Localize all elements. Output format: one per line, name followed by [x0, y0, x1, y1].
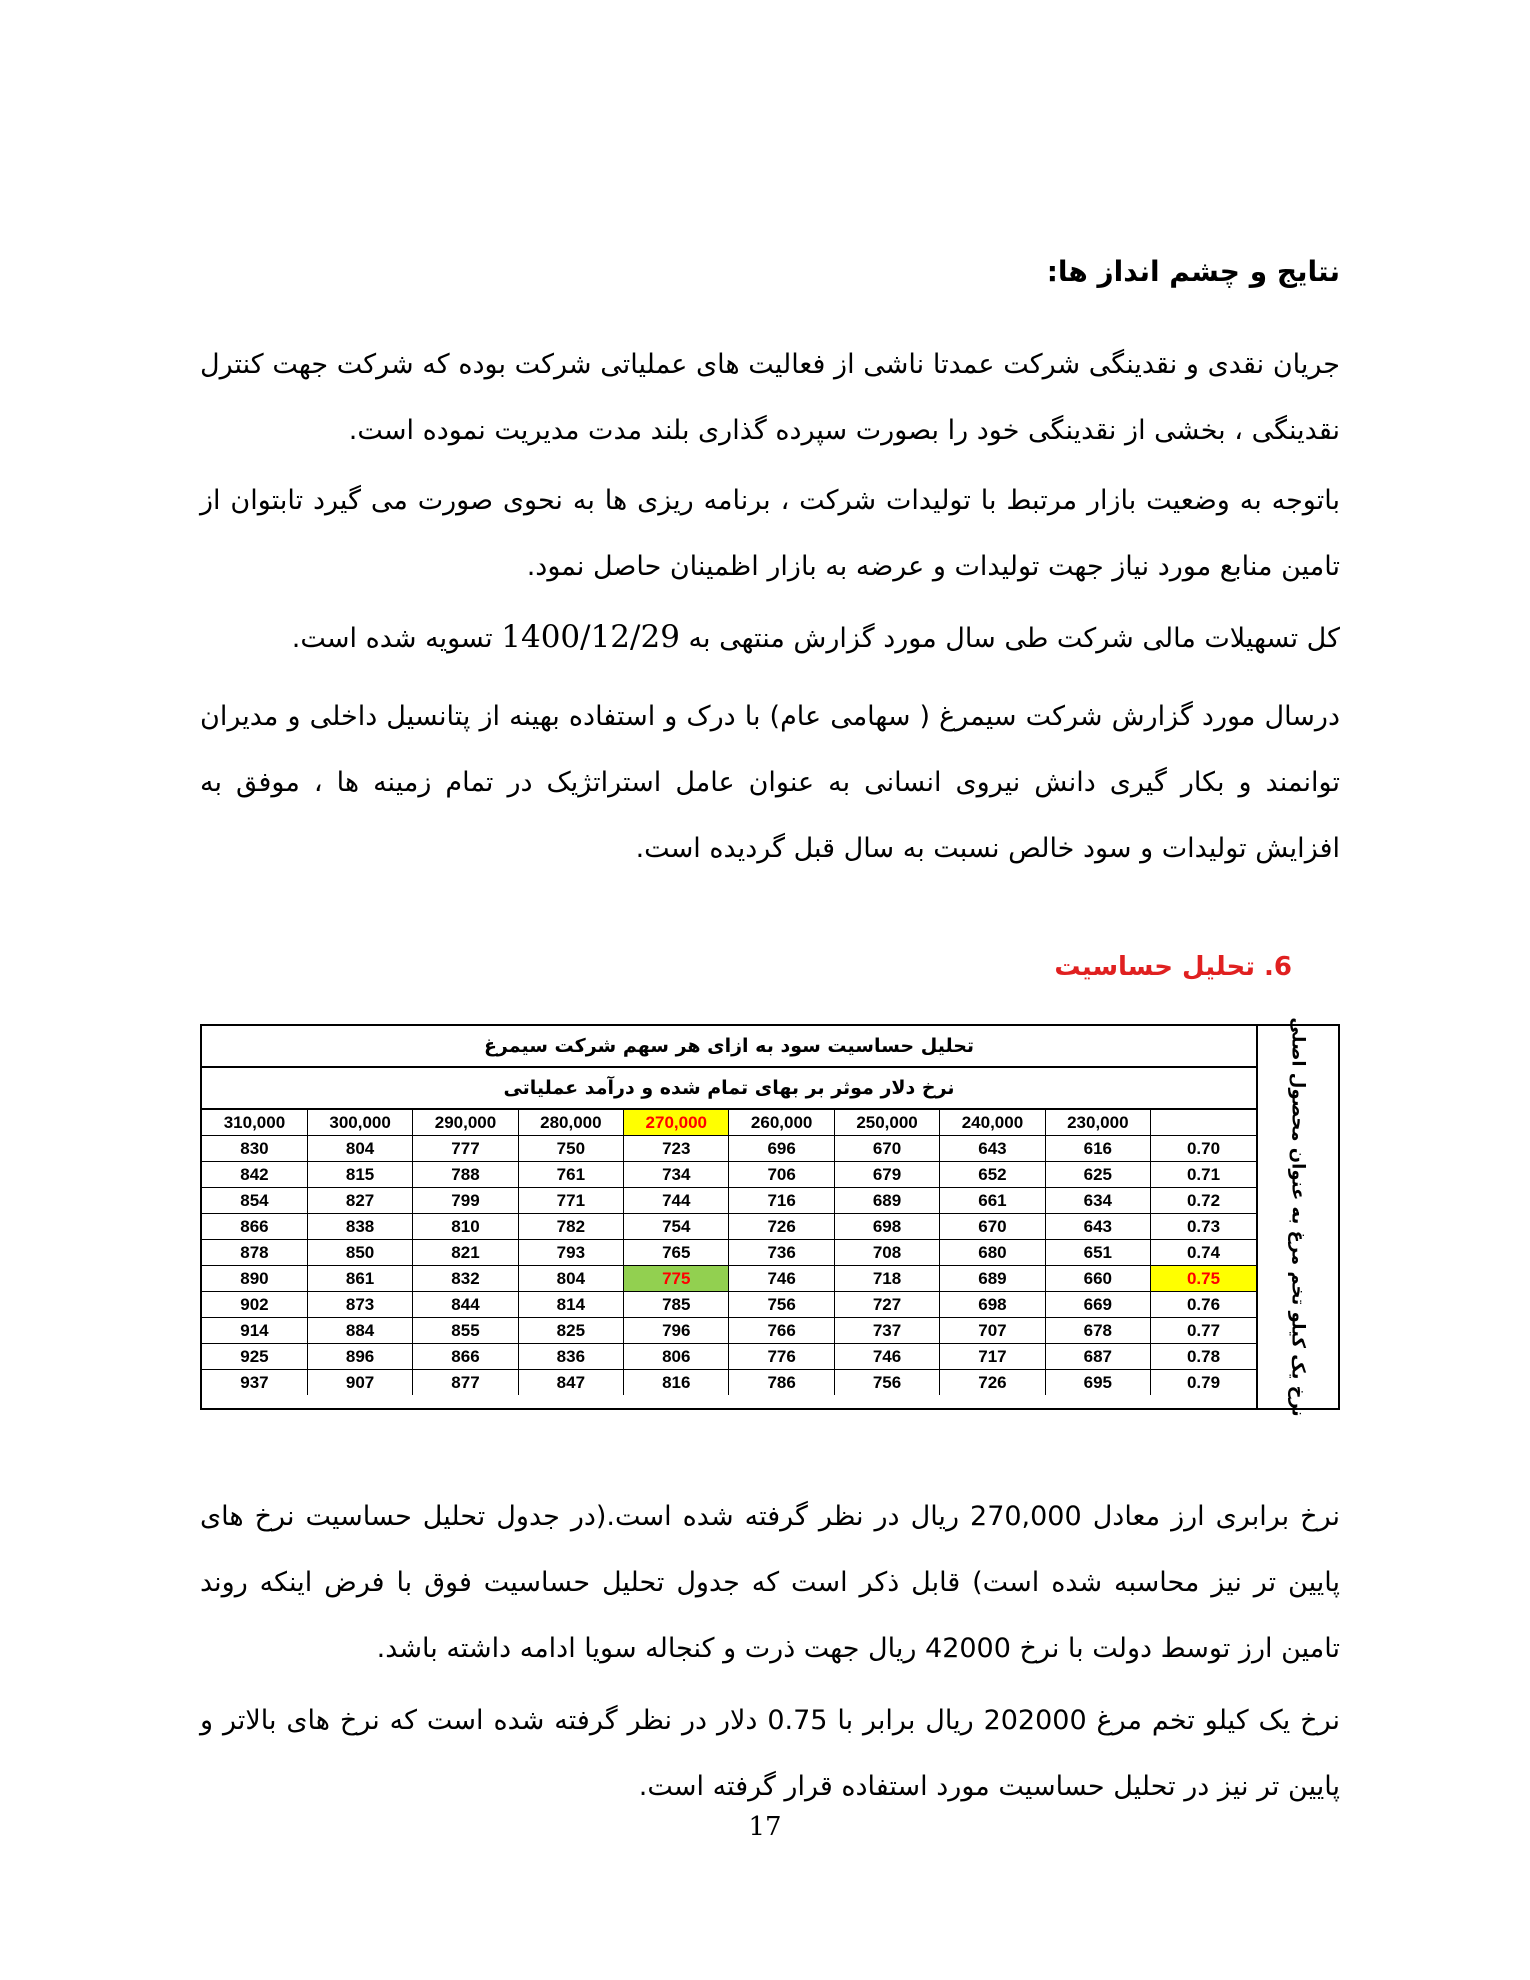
grid-cell: 788: [413, 1162, 518, 1188]
grid-cell: 896: [307, 1344, 412, 1370]
grid-header-cell: 250,000: [834, 1110, 939, 1136]
grid-cell: 775: [624, 1266, 729, 1292]
grid-cell: 810: [413, 1214, 518, 1240]
grid-cell: 754: [624, 1214, 729, 1240]
grid-cell: 651: [1045, 1240, 1150, 1266]
grid-cell: 850: [307, 1240, 412, 1266]
grid-row-label-cell: 0.77: [1151, 1318, 1256, 1344]
grid-cell: 669: [1045, 1292, 1150, 1318]
grid-row-label-cell: 0.76: [1151, 1292, 1256, 1318]
sensitivity-table: [200, 1017, 1340, 1417]
grid-cell: 616: [1045, 1136, 1150, 1162]
grid-cell: 643: [1045, 1214, 1150, 1240]
grid-cell: 777: [413, 1136, 518, 1162]
grid-cell: 771: [518, 1188, 623, 1214]
grid-cell: 766: [729, 1318, 834, 1344]
grid-row-label-cell: 0.71: [1151, 1162, 1256, 1188]
grid-cell: 726: [729, 1214, 834, 1240]
grid-header-cell: 300,000: [307, 1110, 412, 1136]
grid-cell: 726: [940, 1370, 1045, 1396]
grid-row-label-cell: 0.73: [1151, 1214, 1256, 1240]
grid-cell: 744: [624, 1188, 729, 1214]
grid-cell: 854: [202, 1188, 307, 1214]
grid-cell: 678: [1045, 1318, 1150, 1344]
table-subtitle: نرخ دلار موثر بر بهای تمام شده و درآمد عملیاتی: [202, 1068, 1256, 1110]
grid-cell: 838: [307, 1214, 412, 1240]
grid-cell: 708: [834, 1240, 939, 1266]
grid-row: [202, 1370, 1256, 1396]
grid-cell: 804: [518, 1266, 623, 1292]
grid-row-label-cell: 0.70: [1151, 1136, 1256, 1162]
grid-row: [202, 1188, 1256, 1214]
grid-cell: 718: [834, 1266, 939, 1292]
grid-header-cell: 280,000: [518, 1110, 623, 1136]
grid-cell: 756: [834, 1370, 939, 1396]
facilities-text-before: کل تسهیلات مالی شرکت طی سال مورد گزارش منتهی به: [688, 623, 1340, 654]
grid-cell: 727: [834, 1292, 939, 1318]
grid-cell: 776: [729, 1344, 834, 1370]
grid-cell: 625: [1045, 1162, 1150, 1188]
grid-row: [202, 1344, 1256, 1370]
grid-cell: 661: [940, 1188, 1045, 1214]
grid-cell: 844: [413, 1292, 518, 1318]
grid-row-label-cell: 0.74: [1151, 1240, 1256, 1266]
grid-cell: 878: [202, 1240, 307, 1266]
grid-cell: 861: [307, 1266, 412, 1292]
grid-cell: 670: [940, 1214, 1045, 1240]
grid-cell: 804: [307, 1136, 412, 1162]
grid-cell: 716: [729, 1188, 834, 1214]
grid-cell: 866: [413, 1344, 518, 1370]
grid-cell: 806: [624, 1344, 729, 1370]
table-side-label-cell: [1256, 1017, 1338, 1417]
grid-row: [202, 1136, 1256, 1162]
grid-row-label-cell: 0.75: [1151, 1266, 1256, 1292]
grid-cell: 799: [413, 1188, 518, 1214]
grid-cell: 815: [307, 1162, 412, 1188]
grid-row-label-cell: 0.72: [1151, 1188, 1256, 1214]
grid-cell: 660: [1045, 1266, 1150, 1292]
grid-cell: 830: [202, 1136, 307, 1162]
grid-cell: 680: [940, 1240, 1045, 1266]
grid-cell: 643: [940, 1136, 1045, 1162]
grid-header-row: [202, 1110, 1256, 1136]
grid-cell: 877: [413, 1370, 518, 1396]
grid-header-cell: 270,000: [624, 1110, 729, 1136]
grid-row-label-cell: 0.78: [1151, 1344, 1256, 1370]
grid-cell: 706: [729, 1162, 834, 1188]
grid-row: [202, 1266, 1256, 1292]
grid-cell: 796: [624, 1318, 729, 1344]
grid-cell: 873: [307, 1292, 412, 1318]
grid-cell: 937: [202, 1370, 307, 1396]
results-heading: نتایج و چشم انداز ها:: [1046, 255, 1340, 288]
grid-cell: 821: [413, 1240, 518, 1266]
table-title: تحلیل حساسیت سود به ازای هر سهم شرکت سیمرغ: [202, 1026, 1256, 1068]
grid-cell: 634: [1045, 1188, 1150, 1214]
grid-cell: 814: [518, 1292, 623, 1318]
grid-cell: 855: [413, 1318, 518, 1344]
paragraph-market: باتوجه به وضعیت بازار مرتبط با تولیدات شرکت ، برنامه ریزی ها به نحوی صورت می گیرد تابتوان از تامین منابع مورد نیاز جهت تولیدات و عرضه به بازار اظمینان حاصل نمود.: [200, 485, 1340, 582]
grid-cell: 907: [307, 1370, 412, 1396]
grid-cell: 652: [940, 1162, 1045, 1188]
grid-cell: 707: [940, 1318, 1045, 1344]
grid-header-cell: 240,000: [940, 1110, 1045, 1136]
grid-cell: 679: [834, 1162, 939, 1188]
grid-cell: 696: [729, 1136, 834, 1162]
grid-cell: 827: [307, 1188, 412, 1214]
grid-cell: 670: [834, 1136, 939, 1162]
grid-cell: 847: [518, 1370, 623, 1396]
grid-row: [202, 1214, 1256, 1240]
grid-cell: 698: [834, 1214, 939, 1240]
grid-cell: 689: [940, 1266, 1045, 1292]
grid-header-cell: 290,000: [413, 1110, 518, 1136]
grid-cell: 689: [834, 1188, 939, 1214]
grid-cell: 785: [624, 1292, 729, 1318]
grid-cell: 737: [834, 1318, 939, 1344]
grid-row: [202, 1240, 1256, 1266]
grid-cell: 765: [624, 1240, 729, 1266]
grid-cell: 750: [518, 1136, 623, 1162]
grid-header-cell: 260,000: [729, 1110, 834, 1136]
grid-cell: 866: [202, 1214, 307, 1240]
grid-cell: 925: [202, 1344, 307, 1370]
grid-cell: 902: [202, 1292, 307, 1318]
grid-cell: 832: [413, 1266, 518, 1292]
table-side-label: نرخ یک کیلو تخم مرغ به عنوان محصول اصلی: [1287, 1017, 1309, 1417]
grid-cell: 836: [518, 1344, 623, 1370]
grid-cell: 786: [729, 1370, 834, 1396]
facilities-date: 1400/12/29: [501, 619, 680, 655]
grid-cell: 695: [1045, 1370, 1150, 1396]
grid-cell: 717: [940, 1344, 1045, 1370]
grid-cell: 746: [834, 1344, 939, 1370]
grid-cell: 746: [729, 1266, 834, 1292]
paragraph-exchange-rate: نرخ برابری ارز معادل 270,000 ریال در نظر گرفته شده است.(در جدول تحلیل حساسیت نرخ های پایین تر نیز محاسبه شده است) قابل ذکر است که جدول تحلیل حساسیت فوق با فرض اینکه روند تامین ارز توسط دولت با نرخ 42000 ریال جهت ذرت و کنجاله سویا ادامه داشته باشد.: [200, 1501, 1340, 1664]
sensitivity-grid: [202, 1110, 1256, 1395]
facilities-text-after: تسویه شده است.: [291, 623, 493, 654]
paragraph-egg-price: نرخ یک کیلو تخم مرغ 202000 ریال برابر با 0.75 دلار در نظر گرفته شده است که نرخ های بالاتر و پایین تر نیز در تحلیل حساسیت مورد استفاده قرار گرفته است.: [200, 1705, 1340, 1802]
paragraph-performance: درسال مورد گزارش شرکت سیمرغ ( سهامی عام) با درک و استفاده بهینه از پتانسیل داخلی و مدیران توانمند و بکار گیری دانش نیروی انسانی به عنوان عامل استراتژیک در تمام زمینه ها ، موفق به افزایش تولیدات و سود خالص نسبت به سال قبل گردیده است.: [200, 701, 1340, 864]
grid-cell: 761: [518, 1162, 623, 1188]
grid-cell: 687: [1045, 1344, 1150, 1370]
grid-cell: 884: [307, 1318, 412, 1344]
grid-cell: 890: [202, 1266, 307, 1292]
grid-cell: 723: [624, 1136, 729, 1162]
grid-cell: 756: [729, 1292, 834, 1318]
section-title-sensitivity: 6. تحلیل حساسیت: [1054, 952, 1292, 982]
grid-row: [202, 1292, 1256, 1318]
grid-header-cell: 230,000: [1045, 1110, 1150, 1136]
grid-cell: 782: [518, 1214, 623, 1240]
paragraph-facilities: [200, 604, 1340, 672]
page-number: 17: [748, 1812, 782, 1842]
paragraph-cashflow: جریان نقدی و نقدینگی شرکت عمدتا ناشی از فعالیت های عملیاتی شرکت بوده که شرکت جهت کنترل نقدینگی ، بخشی از نقدینگی خود را بصورت سپرده گذاری بلند مدت مدیریت نموده است.: [200, 349, 1340, 446]
table-body: [202, 1026, 1256, 1408]
grid-row: [202, 1162, 1256, 1188]
grid-cell: 736: [729, 1240, 834, 1266]
grid-cell: 793: [518, 1240, 623, 1266]
grid-cell: 698: [940, 1292, 1045, 1318]
grid-cell: 734: [624, 1162, 729, 1188]
grid-cell: 842: [202, 1162, 307, 1188]
grid-cell: 816: [624, 1370, 729, 1396]
grid-cell: 914: [202, 1318, 307, 1344]
grid-header-cell: [1151, 1110, 1256, 1136]
grid-row: [202, 1318, 1256, 1344]
grid-row-label-cell: 0.79: [1151, 1370, 1256, 1396]
grid-cell: 825: [518, 1318, 623, 1344]
grid-header-cell: 310,000: [202, 1110, 307, 1136]
